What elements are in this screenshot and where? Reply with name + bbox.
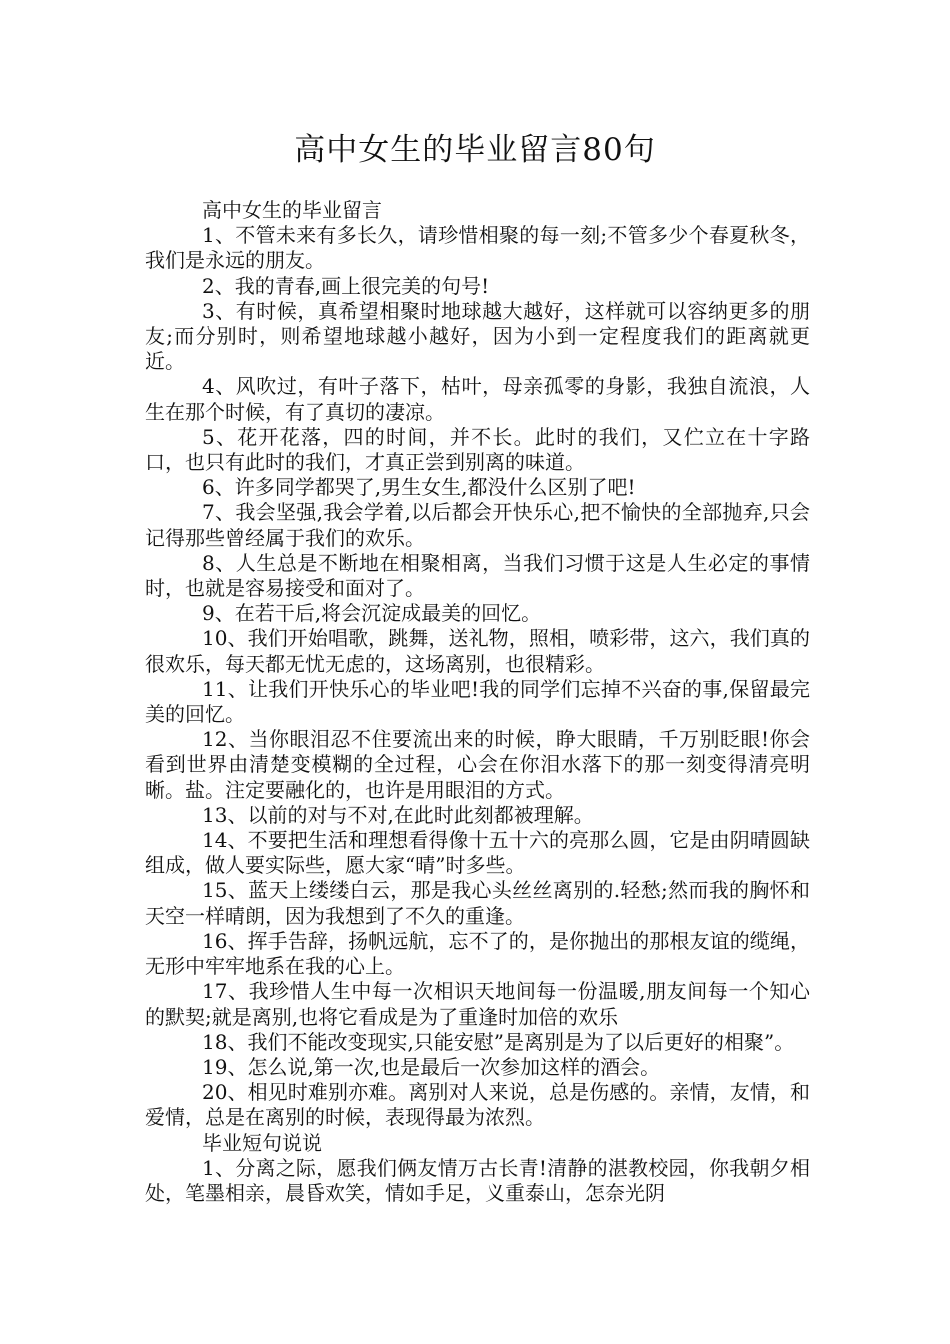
document-body	[145, 198, 810, 1206]
section-heading: 毕业短句说说	[202, 1130, 322, 1155]
list-item: 18、我们不能改变现实,只能安慰”是离别是为了以后更好的相聚”。	[202, 1029, 795, 1054]
list-item: 4、风吹过，有叶子落下，枯叶，母亲孤零的身影，我独自流浪，人生在那个时候，有了真切的凄凉。	[145, 374, 810, 424]
list-item: 11、让我们开快乐心的毕业吧!我的同学们忘掉不兴奋的事,保留最完美的回忆。	[145, 676, 810, 727]
list-item: 14、不要把生活和理想看得像十五十六的亮那么圆，它是由阴晴圆缺组成，做人要实际些，愿大家“晴”时多些。	[145, 828, 810, 878]
document-title: 高中女生的毕业留言80句	[294, 132, 656, 168]
list-item: 12、当你眼泪忍不住要流出来的时候，睁大眼睛，千万别眨眼!你会看到世界由清楚变模糊的全过程，心会在你泪水落下的那一刻变得清亮明晰。盐。注定要融化的，也许是用眼泪的方式。	[145, 727, 810, 802]
list-item: 9、在若干后,将会沉淀成最美的回忆。	[202, 601, 542, 626]
list-item: 10、我们开始唱歌，跳舞，送礼物，照相，喷彩带，这六，我们真的很欢乐，每天都无忧无虑的，这场离别，也很精彩。	[145, 626, 810, 676]
list-item: 16、挥手告辞，扬帆远航，忘不了的，是你抛出的那根友谊的缆绳，无形中牢牢地系在我的心上。	[145, 928, 810, 979]
list-item: 17、我珍惜人生中每一次相识天地间每一份温暖,朋友间每一个知心的默契;就是离别,也将它看成是为了重逢时加倍的欢乐	[145, 979, 810, 1029]
list-item: 8、人生总是不断地在相聚相离，当我们习惯于这是人生必定的事情时，也就是容易接受和面对了。	[145, 550, 810, 601]
list-item: 20、相见时难别亦难。离别对人来说，总是伤感的。亲情，友情，和爱情，总是在离别的时候，表现得最为浓烈。	[145, 1080, 810, 1130]
list-item: 5、花开花落，四的时间，并不长。此时的我们，又伫立在十字路口，也只有此时的我们，才真正尝到别离的味道。	[145, 424, 810, 475]
list-item: 13、以前的对与不对,在此时此刻都被理解。	[202, 802, 594, 827]
list-item: 7、我会坚强,我会学着,以后都会开快乐心,把不愉快的全部抛弃,只会记得那些曾经属于我们的欢乐。	[145, 500, 810, 550]
list-item: 6、许多同学都哭了,男生女生,都没什么区别了吧!	[202, 475, 636, 500]
list-item: 1、不管未来有多长久，请珍惜相聚的每一刻;不管多少个春夏秋冬，我们是永远的朋友。	[145, 223, 810, 273]
list-item: 3、有时候，真希望相聚时地球越大越好，这样就可以容纳更多的朋友;而分别时，则希望地球越小越好，因为小到一定程度我们的距离就更近。	[145, 298, 810, 374]
section-heading: 高中女生的毕业留言	[202, 198, 382, 222]
list-item: 1、分离之际，愿我们俩友情万古长青!清静的湛教校园，你我朝夕相处，笔墨相亲，晨昏欢笑，情如手足，义重泰山，怎奈光阴	[145, 1155, 810, 1205]
list-item: 19、怎么说,第一次,也是最后一次参加这样的酒会。	[202, 1054, 661, 1079]
list-item: 15、蓝天上缕缕白云，那是我心头丝丝离别的.轻愁;然而我的胸怀和天空一样晴朗，因为我想到了不久的重逢。	[145, 878, 810, 928]
list-item: 2、我的青春,画上很完美的句号!	[202, 273, 490, 298]
